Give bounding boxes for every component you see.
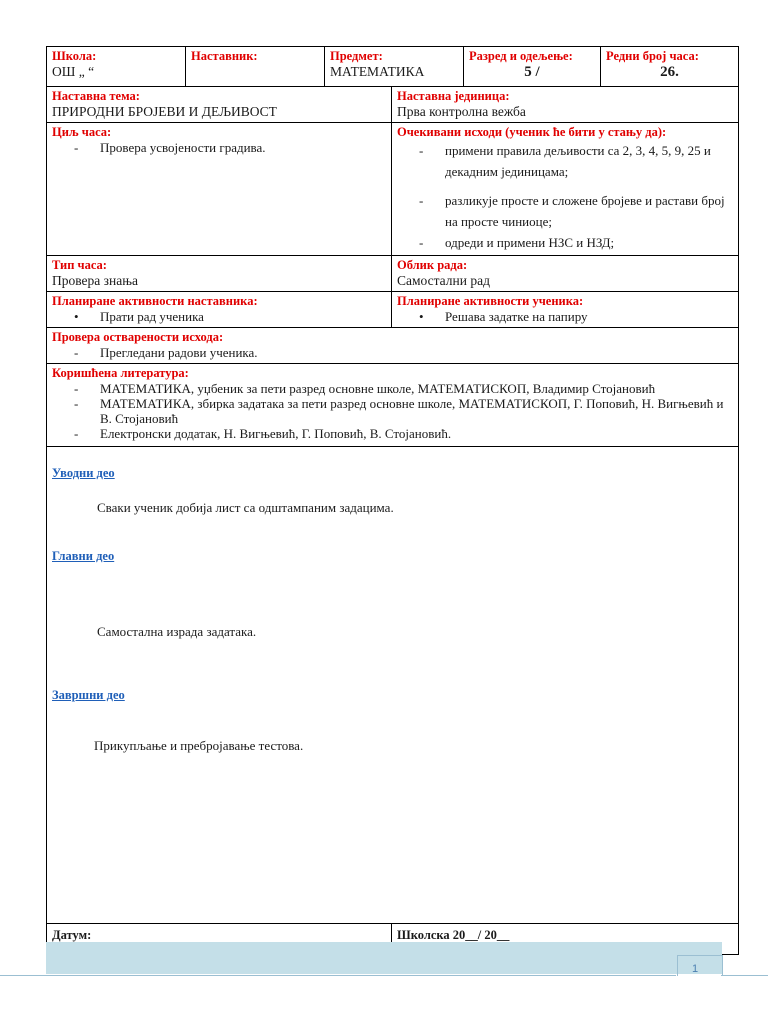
list-item: - одреди и примени НЗС и НЗД; xyxy=(419,232,733,253)
verification-cell xyxy=(47,328,739,364)
topic-label: Наставна тема: xyxy=(52,89,140,103)
list-item: - примени правила дељивости са 2, 3, 4, 5, 9, 25 и декадним јединицама; xyxy=(419,140,733,182)
page-footer-band xyxy=(46,942,722,974)
teacher-label: Наставник: xyxy=(191,49,258,63)
student-activities-cell xyxy=(392,292,739,328)
final-section-title: Завршни део xyxy=(52,688,125,702)
grade-cell xyxy=(464,47,601,87)
main-section-text: Самостална израда задатака. xyxy=(97,624,257,639)
activities-row xyxy=(47,292,739,328)
subject-cell xyxy=(325,47,464,87)
lesson-plan-table xyxy=(46,46,739,955)
intro-section-title: Уводни део xyxy=(52,466,115,480)
goal-list xyxy=(52,140,386,156)
page-footer-rule-right xyxy=(721,975,768,976)
verification-row xyxy=(47,328,739,364)
goal-label: Циљ часа: xyxy=(52,125,112,139)
lesson-type-value: Провера знања xyxy=(52,273,138,288)
lesson-type-label: Тип часа: xyxy=(52,258,107,272)
outcomes-label: Очекивани исходи (ученик ће бити у стању да): xyxy=(397,125,667,139)
outcomes-cell xyxy=(392,123,739,256)
school-cell xyxy=(47,47,186,87)
school-label: Школа: xyxy=(52,49,97,63)
unit-label: Наставна јединица: xyxy=(397,89,510,103)
topic-row xyxy=(47,87,739,123)
grade-label: Разред и одељење: xyxy=(469,49,573,63)
verification-list xyxy=(52,345,733,361)
lesson-plan-page xyxy=(46,46,738,940)
final-section-text: Прикупљање и пребројавање тестова. xyxy=(94,738,304,753)
school-value: ОШ „ “ xyxy=(52,64,95,79)
list-item: • Решава задатке на папиру xyxy=(419,309,733,325)
grade-value: 5 / xyxy=(524,64,540,80)
literature-row xyxy=(47,364,739,447)
lesson-flow-cell xyxy=(47,447,739,924)
unit-value: Прва контролна вежба xyxy=(397,104,526,119)
outcomes-list xyxy=(397,140,733,253)
date-label: Датум: xyxy=(52,928,92,942)
literature-cell xyxy=(47,364,739,447)
work-form-label: Облик рада: xyxy=(397,258,468,272)
work-form-cell xyxy=(392,256,739,292)
list-item: - разликује просте и сложене бројеве и растави број на просте чиниоце; xyxy=(419,190,733,232)
teacher-cell xyxy=(186,47,325,87)
list-item: - Прегледани радови ученика. xyxy=(74,345,733,361)
teacher-activities-cell xyxy=(47,292,392,328)
intro-section-text: Сваки ученик добија лист са одштампаним задацима. xyxy=(97,500,394,515)
lesson-number-value: 26. xyxy=(660,64,679,80)
teacher-activities-list xyxy=(52,309,386,325)
literature-list xyxy=(52,381,733,441)
main-section-title: Главни део xyxy=(52,549,115,563)
lesson-type-cell xyxy=(47,256,392,292)
topic-cell xyxy=(47,87,392,123)
lesson-number-cell xyxy=(601,47,739,87)
topic-value: ПРИРОДНИ БРОЈЕВИ И ДЕЉИВОСТ xyxy=(52,104,277,119)
subject-value: МАТЕМАТИКА xyxy=(330,64,425,79)
type-form-row xyxy=(47,256,739,292)
list-item: - МАТЕМАТИКА, збирка задатака за пети разред основне школе, МАТЕМАТИСКОП, Г. Поповић, Н. Вигњевић и В. Стојановић xyxy=(74,396,733,426)
list-item: - Електронски додатак, Н. Вигњевић, Г. Поповић, В. Стојановић. xyxy=(74,426,733,441)
lesson-flow-row xyxy=(47,447,739,924)
student-activities-list xyxy=(397,309,733,325)
list-item: • Прати рад ученика xyxy=(74,309,386,325)
header-row xyxy=(47,47,739,87)
page-number: 1 xyxy=(692,963,699,975)
list-item: - Провера усвојености градива. xyxy=(74,140,386,156)
verification-label: Провера остварености исхода: xyxy=(52,330,224,344)
subject-label: Предмет: xyxy=(330,49,383,63)
goal-outcomes-row xyxy=(47,123,739,256)
unit-cell xyxy=(392,87,739,123)
page-footer-rule xyxy=(0,975,676,976)
page-number-frame xyxy=(677,955,723,976)
work-form-value: Самостални рад xyxy=(397,273,490,288)
lesson-number-label: Редни број часа: xyxy=(606,49,699,63)
goal-cell xyxy=(47,123,392,256)
list-item: - МАТЕМАТИКА, уџбеник за пети разред основне школе, МАТЕМАТИСКОП, Владимир Стојановић xyxy=(74,381,733,396)
school-year-label: Школска 20__/ 20__ xyxy=(397,928,510,942)
teacher-activities-label: Планиране активности наставника: xyxy=(52,294,258,308)
student-activities-label: Планиране активности ученика: xyxy=(397,294,584,308)
literature-label: Коришћена литература: xyxy=(52,366,189,380)
